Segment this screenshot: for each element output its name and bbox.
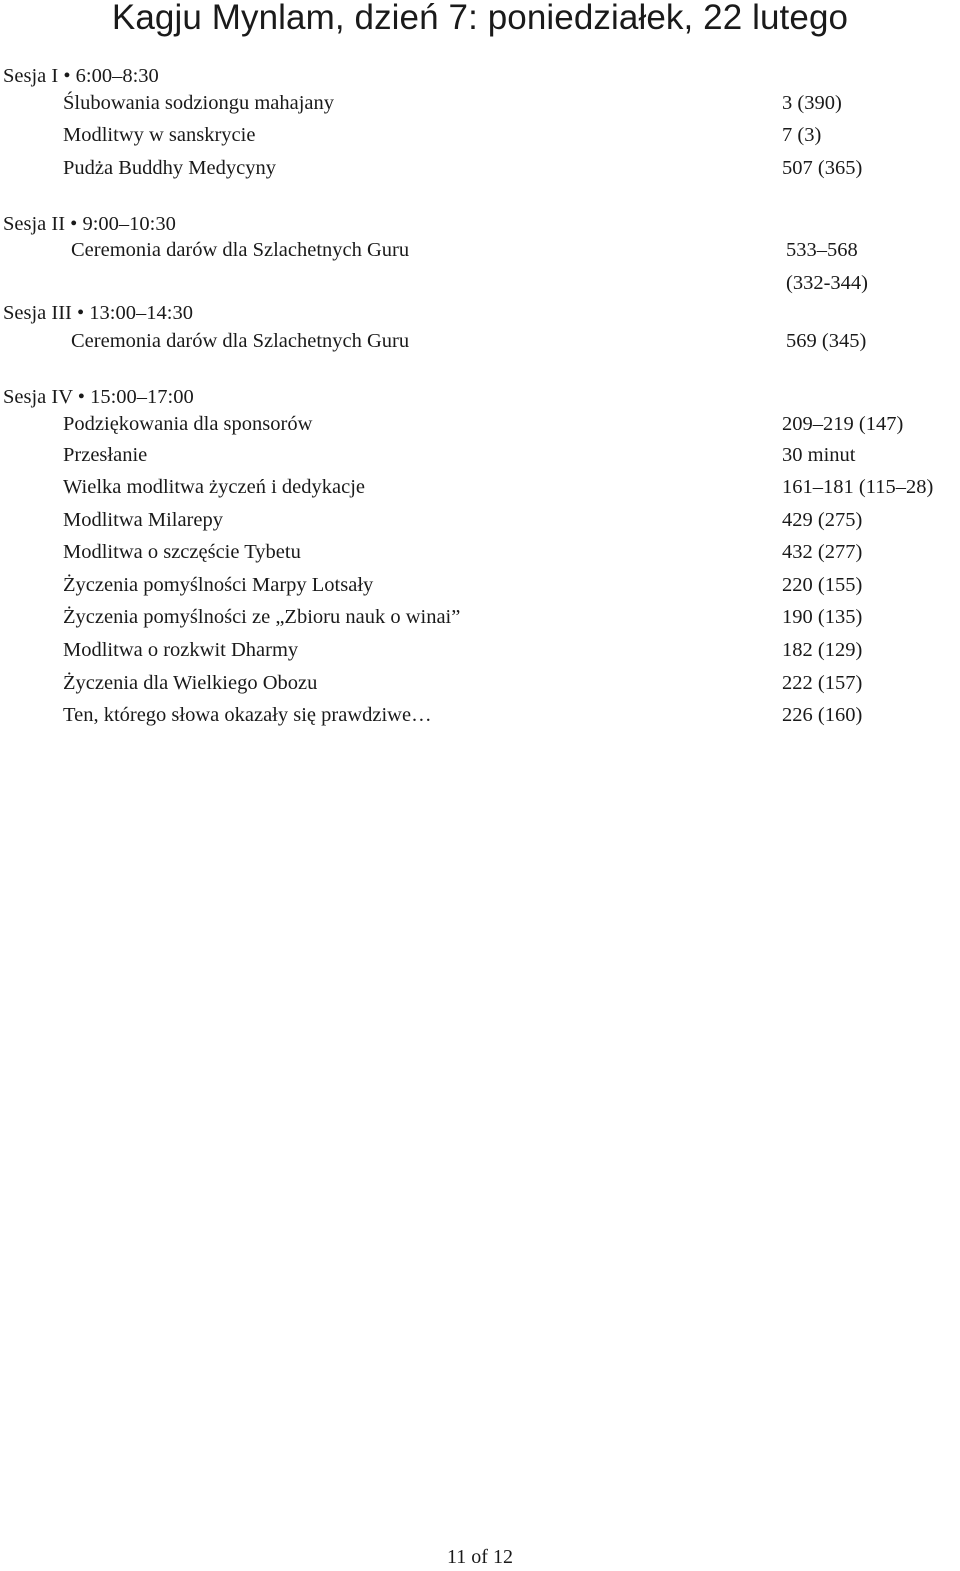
session-heading: Sesja II • 9:00–10:30 xyxy=(3,213,176,235)
agenda-item-title: Modlitwy w sanskrycie xyxy=(63,124,256,146)
agenda-item-pages: 222 (157) xyxy=(782,672,863,694)
agenda-item-pages: 507 (365) xyxy=(782,157,863,179)
agenda-item-pages: 182 (129) xyxy=(782,639,863,661)
agenda-item-pages: 533–568 xyxy=(786,239,858,261)
agenda-row xyxy=(0,570,960,600)
agenda-row xyxy=(0,635,960,665)
agenda-item-title: Ceremonia darów dla Szlachetnych Guru xyxy=(71,239,410,261)
agenda-item-title: Modlitwa o rozkwit Dharmy xyxy=(63,639,299,661)
agenda-row xyxy=(0,120,960,150)
agenda-item-pages-extra: (332-344) xyxy=(786,272,868,294)
page-title: Kagju Mynlam, dzień 7: poniedziałek, 22 lutego xyxy=(111,0,849,37)
page-number: 11 of 12 xyxy=(447,1546,513,1568)
agenda-row xyxy=(0,235,960,265)
agenda-item-pages: 220 (155) xyxy=(782,574,863,596)
agenda-row xyxy=(0,153,960,183)
agenda-row xyxy=(0,88,960,118)
session-heading: Sesja IV • 15:00–17:00 xyxy=(3,386,194,408)
agenda-item-title: Życzenia pomyślności ze „Zbioru nauk o winai” xyxy=(63,606,461,628)
agenda-row xyxy=(0,700,960,730)
agenda-row xyxy=(0,602,960,632)
session-heading: Sesja III • 13:00–14:30 xyxy=(3,302,193,324)
agenda-row xyxy=(0,668,960,698)
agenda-item-title: Ceremonia darów dla Szlachetnych Guru xyxy=(71,330,410,352)
agenda-item-title: Życzenia pomyślności Marpy Lotsały xyxy=(63,574,374,596)
agenda-item-pages: 432 (277) xyxy=(782,541,863,563)
agenda-row xyxy=(0,409,960,439)
agenda-item-title: Modlitwa o szczęście Tybetu xyxy=(63,541,301,563)
agenda-item-pages: 429 (275) xyxy=(782,509,863,531)
agenda-row xyxy=(0,326,960,356)
agenda-row xyxy=(0,440,960,470)
agenda-item-title: Pudża Buddhy Medycyny xyxy=(63,157,276,179)
agenda-row xyxy=(0,537,960,567)
agenda-row-continuation xyxy=(0,268,960,298)
agenda-item-title: Podziękowania dla sponsorów xyxy=(63,413,313,435)
agenda-item-title: Wielka modlitwa życzeń i dedykacje xyxy=(63,476,365,498)
agenda-row xyxy=(0,472,960,502)
agenda-item-title: Ślubowania sodziongu mahajany xyxy=(63,92,335,114)
agenda-item-pages: 569 (345) xyxy=(786,330,867,352)
agenda-item-title: Ten, którego słowa okazały się prawdziwe… xyxy=(63,704,432,726)
agenda-item-title: Modlitwa Milarepy xyxy=(63,509,223,531)
agenda-item-title: Życzenia dla Wielkiego Obozu xyxy=(63,672,318,694)
agenda-item-pages: 30 minut xyxy=(782,444,856,466)
agenda-item-pages: 161–181 (115–28) xyxy=(782,476,934,498)
agenda-item-pages: 190 (135) xyxy=(782,606,863,628)
session-heading: Sesja I • 6:00–8:30 xyxy=(3,65,159,87)
agenda-item-pages: 7 (3) xyxy=(782,124,822,146)
agenda-item-title: Przesłanie xyxy=(63,444,148,466)
agenda-row xyxy=(0,505,960,535)
agenda-item-pages: 209–219 (147) xyxy=(782,413,904,435)
agenda-item-pages: 3 (390) xyxy=(782,92,842,114)
agenda-item-pages: 226 (160) xyxy=(782,704,863,726)
